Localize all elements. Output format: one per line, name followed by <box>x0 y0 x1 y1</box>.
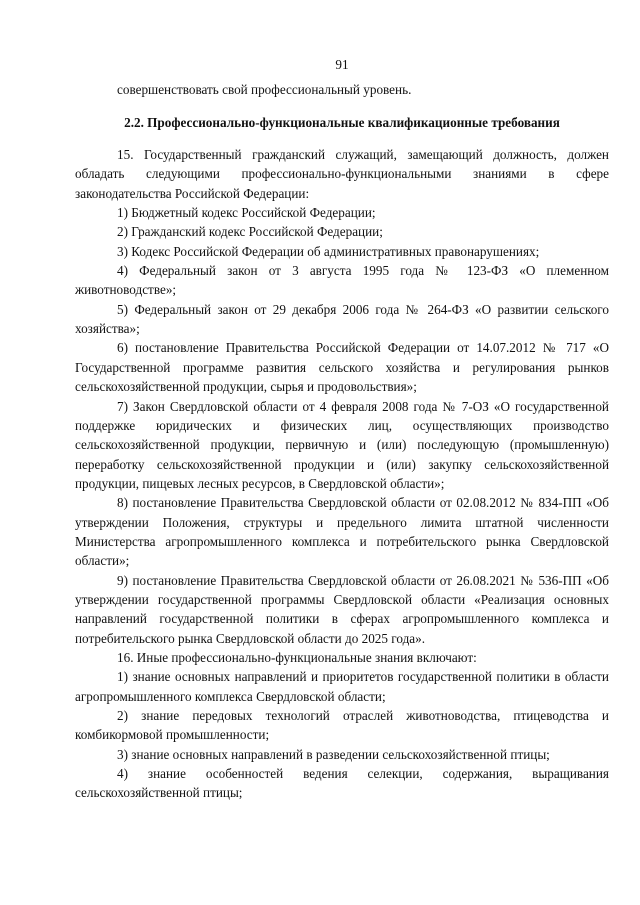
document-page <box>75 55 609 803</box>
list-item-5: 5) Федеральный закон от 29 декабря 2006 года № 264-ФЗ «О развитии сельского хозяйства»; <box>75 301 609 337</box>
list-item-16-1: 1) знание основных направлений и приоритетов государственной политики в области агропромышленного комплекса Свердловской области; <box>75 669 609 704</box>
list-item-1: 1) Бюджетный кодекс Российской Федерации; <box>117 205 376 221</box>
list-item-6: 6) постановление Правительства Российской Федерации от 14.07.2012 № 717 «О Государственной программе развития сельского хозяйства и регулирования рынков сельскохозяйственной продукции, сырья и продовольствия»; <box>75 340 609 395</box>
continuation-text: совершенствовать свой профессиональный уровень. <box>117 82 412 98</box>
list-item-16-4: 4) знание особенностей ведения селекции, содержания, выращивания сельскохозяйственной птицы; <box>75 766 609 801</box>
page-number: 91 <box>335 57 349 72</box>
paragraph-list <box>75 145 609 803</box>
list-item-16-3: 3) знание основных направлений в разведении сельскохозяйственной птицы; <box>117 746 550 762</box>
list-item-7: 7) Закон Свердловской области от 4 февраля 2008 года № 7-ОЗ «О государственной поддержке юридических и физических лиц, осуществляющих производство сельскохозяйственной продукции, первичную и (или) последующую (промышленную) переработку сельскохозяйственной продукции и (или) закупку сельскохозяйственной продукции, пищевых лесных ресурсов, в Свердловской области»; <box>75 398 609 491</box>
list-item-9: 9) постановление Правительства Свердловской области от 26.08.2021 № 536-ПП «Об утверждении государственной программы Свердловской области «Реализация основных направлений государственной политики в сферах агропромышленного комплекса и потребительского рынка Свердловской области до 2025 года». <box>75 572 609 646</box>
list-item-16-2: 2) знание передовых технологий отраслей животноводства, птицеводства и комбикормовой промышленности; <box>75 708 609 743</box>
paragraph-item-15: 15. Государственный гражданский служащий, замещающий должность, должен обладать следующими профессионально-функциональными знаниями в сфере законодательства Российской Федерации: <box>75 147 609 201</box>
paragraph-item-16: 16. Иные профессионально-функциональные знания включают: <box>117 649 477 665</box>
list-item-4: 4) Федеральный закон от 3 августа 1995 года № 123-ФЗ «О племенном животноводстве»; <box>75 263 609 298</box>
section-heading: 2.2. Профессионально-функциональные квалификационные требования <box>124 114 560 130</box>
list-item-3: 3) Кодекс Российской Федерации об административных правонарушениях; <box>117 243 540 259</box>
list-item-2: 2) Гражданский кодекс Российской Федерации; <box>117 224 383 240</box>
list-item-8: 8) постановление Правительства Свердловской области от 02.08.2012 № 834-ПП «Об утверждении Положения, структуры и предельного лимита штатной численности Министерства агропромышленного комплекса и потребительского рынка Свердловской области»; <box>75 495 609 569</box>
